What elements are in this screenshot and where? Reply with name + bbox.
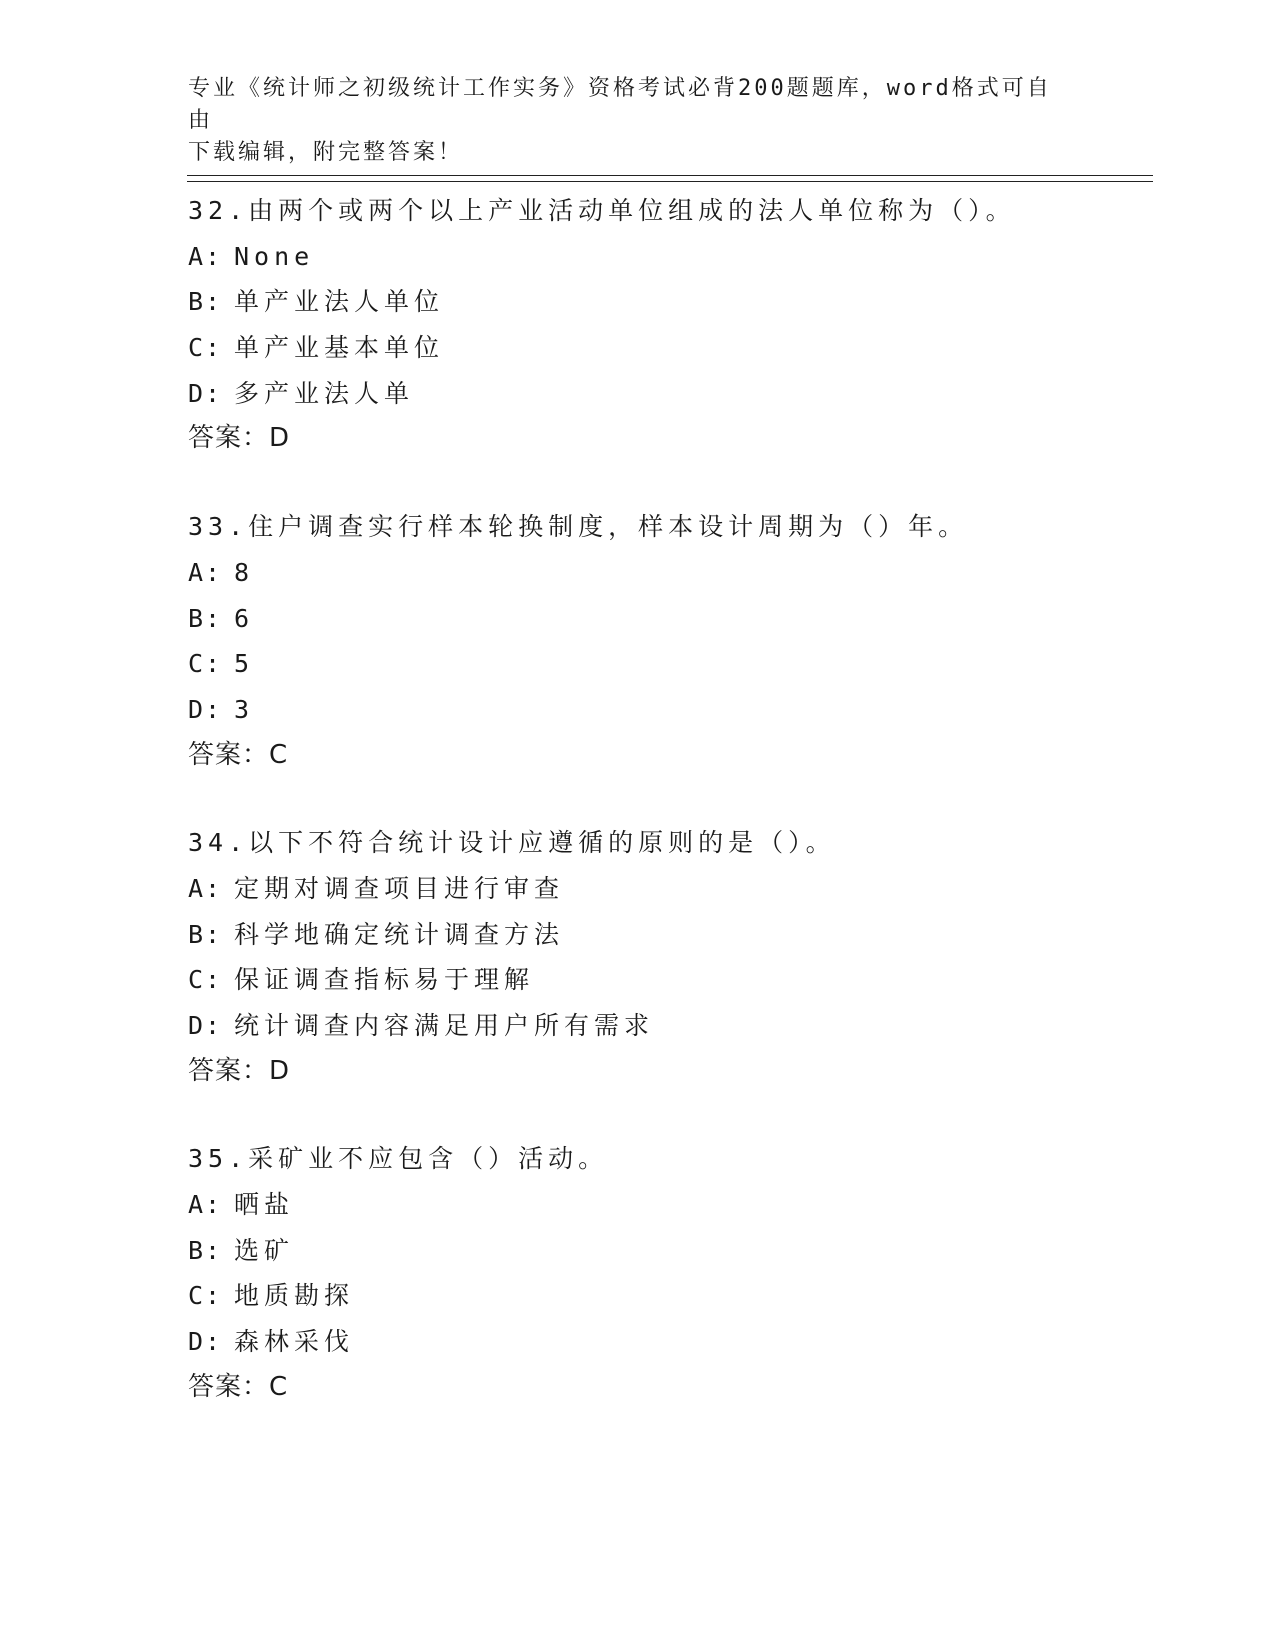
option-letter: A: bbox=[188, 557, 223, 587]
option-text: 单产业基本单位 bbox=[234, 333, 445, 363]
header-divider-top bbox=[187, 175, 1153, 176]
option-letter: D: bbox=[188, 694, 223, 724]
option-text: 保证调查指标易于理解 bbox=[234, 965, 535, 995]
option-letter: D: bbox=[188, 1011, 223, 1040]
option-text: 6 bbox=[234, 603, 255, 633]
option-text: 3 bbox=[234, 694, 255, 724]
option-text: 定期对调查项目进行审查 bbox=[234, 873, 565, 903]
option-a bbox=[188, 866, 1148, 912]
option-text: 地质勘探 bbox=[234, 1281, 355, 1311]
option-text: 8 bbox=[234, 557, 255, 587]
question-35 bbox=[188, 1136, 1148, 1410]
option-text: 单产业法人单位 bbox=[234, 287, 445, 317]
question-title: 32.由两个或两个以上产业活动单位组成的法人单位称为（）。 bbox=[188, 196, 1016, 225]
question-33 bbox=[188, 504, 1148, 778]
option-letter: D: bbox=[188, 1327, 223, 1357]
option-letter: C: bbox=[188, 333, 223, 363]
option-b bbox=[188, 279, 1148, 325]
option-a bbox=[188, 550, 1148, 596]
header-line-2: 下载编辑，附完整答案！ bbox=[188, 140, 464, 165]
option-b bbox=[188, 1228, 1148, 1274]
option-d bbox=[188, 1319, 1148, 1365]
option-a bbox=[188, 1182, 1148, 1228]
question-title: 33.住户调查实行样本轮换制度，样本设计周期为（）年。 bbox=[188, 512, 969, 542]
option-letter: A: bbox=[188, 1190, 223, 1220]
option-letter: B: bbox=[188, 603, 223, 633]
option-text: 多产业法人单 bbox=[234, 378, 415, 408]
header-line-1: 专业《统计师之初级统计工作实务》资格考试必背200题题库，word格式可自由 bbox=[188, 76, 1052, 133]
option-d bbox=[188, 1003, 1148, 1049]
option-d bbox=[188, 371, 1148, 417]
option-text: 晒盐 bbox=[234, 1190, 295, 1220]
option-c bbox=[188, 1273, 1148, 1319]
option-text: None bbox=[234, 241, 315, 271]
option-text: 选矿 bbox=[234, 1235, 295, 1265]
option-text: 统计调查内容满足用户所有需求 bbox=[234, 1011, 655, 1040]
option-c bbox=[188, 957, 1148, 1003]
option-letter: A: bbox=[188, 873, 223, 903]
option-c bbox=[188, 641, 1148, 687]
option-letter: C: bbox=[188, 1281, 223, 1311]
header-divider-bottom bbox=[187, 181, 1153, 182]
option-d bbox=[188, 687, 1148, 733]
option-text: 科学地确定统计调查方法 bbox=[234, 919, 565, 949]
question-32 bbox=[188, 188, 1148, 462]
answer: 答案：C bbox=[188, 1371, 289, 1402]
option-letter: B: bbox=[188, 287, 223, 317]
document-header bbox=[188, 73, 1068, 169]
question-34 bbox=[188, 820, 1148, 1094]
option-letter: C: bbox=[188, 649, 223, 679]
option-text: 5 bbox=[234, 649, 255, 679]
option-letter: B: bbox=[188, 919, 223, 949]
answer: 答案：D bbox=[188, 1055, 291, 1086]
option-text: 森林采伐 bbox=[234, 1327, 355, 1357]
question-title: 35.采矿业不应包含（）活动。 bbox=[188, 1144, 609, 1174]
answer: 答案：C bbox=[188, 739, 289, 770]
option-b bbox=[188, 912, 1148, 958]
question-list bbox=[188, 188, 1148, 1453]
option-letter: C: bbox=[188, 965, 223, 995]
option-b bbox=[188, 596, 1148, 642]
option-letter: D: bbox=[188, 378, 223, 408]
option-a bbox=[188, 234, 1148, 280]
question-title: 34.以下不符合统计设计应遵循的原则的是（）。 bbox=[188, 828, 836, 858]
option-letter: A: bbox=[188, 241, 223, 271]
answer: 答案：D bbox=[188, 423, 291, 454]
option-letter: B: bbox=[188, 1235, 223, 1265]
option-c bbox=[188, 325, 1148, 371]
